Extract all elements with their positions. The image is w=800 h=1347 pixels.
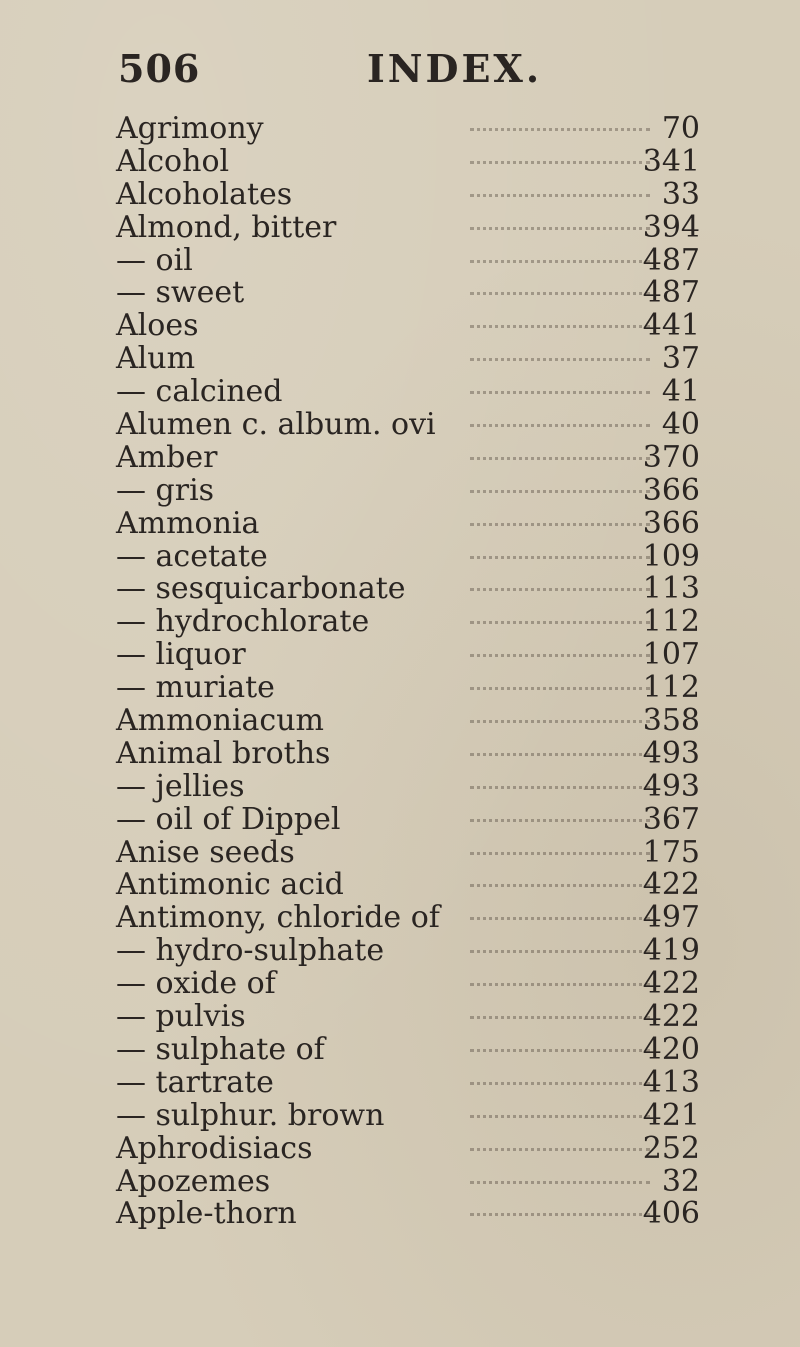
entry-term: — oxide of: [116, 966, 276, 1002]
index-entry: [0, 441, 800, 474]
index-entry: [0, 572, 800, 605]
index-entry: [0, 1132, 800, 1165]
index-entry: [0, 1033, 800, 1066]
index-entry: [0, 145, 800, 178]
index-entry: [0, 737, 800, 770]
entry-page-number: 366: [642, 472, 700, 508]
index-entry: [0, 342, 800, 375]
entry-page-number: 419: [642, 933, 700, 969]
index-entry: [0, 540, 800, 573]
entry-page-number: 493: [642, 768, 700, 804]
entry-term: — oil: [116, 242, 193, 278]
entry-term: — liquor: [116, 637, 246, 673]
entry-term: — sulphate of: [116, 1031, 325, 1067]
entry-term: — gris: [116, 472, 215, 508]
entry-page-number: 37: [661, 341, 700, 377]
index-entry: [0, 375, 800, 408]
entry-page-number: 421: [642, 1097, 700, 1133]
entry-term: Anise seeds: [116, 834, 295, 870]
entry-page-number: 394: [642, 209, 700, 245]
entry-term: Ammoniacum: [116, 703, 324, 739]
index-entry: [0, 1197, 800, 1230]
entry-page-number: 109: [642, 538, 700, 574]
index-entry: [0, 507, 800, 540]
entry-page-number: 32: [661, 1163, 700, 1199]
page-header: [0, 46, 800, 96]
entry-page-number: 487: [642, 275, 700, 311]
index-entry: [0, 967, 800, 1000]
index-entries: [0, 112, 800, 1230]
index-entry: [0, 836, 800, 869]
index-entry: [0, 1165, 800, 1198]
entry-page-number: 107: [642, 637, 700, 673]
index-entry: [0, 276, 800, 309]
entry-page-number: 422: [642, 966, 700, 1002]
entry-page-number: 112: [642, 604, 700, 640]
index-entry: [0, 211, 800, 244]
index-entry: [0, 605, 800, 638]
entry-term: Apozemes: [116, 1163, 271, 1199]
entry-term: Almond, bitter: [116, 209, 337, 245]
index-entry: [0, 1066, 800, 1099]
entry-page-number: 358: [642, 703, 700, 739]
entry-term: — sweet: [116, 275, 245, 311]
index-entry: [0, 704, 800, 737]
entry-term: Antimony, chloride of: [116, 900, 440, 936]
entry-term: Antimonic acid: [116, 867, 344, 903]
entry-page-number: 422: [642, 999, 700, 1035]
entry-term: Alum: [116, 341, 196, 377]
index-entry: [0, 638, 800, 671]
entry-page-number: 33: [661, 176, 700, 212]
index-entry: [0, 408, 800, 441]
index-entry: [0, 901, 800, 934]
entry-term: — acetate: [116, 538, 268, 574]
index-entry: [0, 309, 800, 342]
entry-page-number: 420: [642, 1031, 700, 1067]
entry-term: — calcined: [116, 374, 283, 410]
index-entry: [0, 112, 800, 145]
running-title: INDEX.: [367, 46, 543, 91]
entry-page-number: 406: [642, 1196, 700, 1232]
entry-term: — hydro-sulphate: [116, 933, 385, 969]
entry-term: Agrimony: [116, 111, 264, 146]
index-entry: [0, 244, 800, 277]
entry-term: — oil of Dippel: [116, 801, 341, 837]
index-entry: [0, 770, 800, 803]
index-entry: [0, 934, 800, 967]
entry-term: Animal broths: [116, 735, 331, 771]
entry-term: Aphrodisiacs: [116, 1130, 313, 1166]
index-entry: [0, 1099, 800, 1132]
entry-page-number: 493: [642, 735, 700, 771]
entry-page-number: 252: [642, 1130, 700, 1166]
entry-page-number: 41: [661, 374, 700, 410]
entry-page-number: 341: [642, 143, 700, 179]
entry-term: Alcoholates: [116, 176, 293, 212]
entry-term: — muriate: [116, 670, 275, 706]
entry-page-number: 441: [642, 308, 700, 344]
entry-term: Amber: [116, 439, 218, 475]
index-entry: [0, 474, 800, 507]
entry-term: Aloes: [116, 308, 199, 344]
entry-page-number: 40: [661, 407, 700, 443]
entry-page-number: 487: [642, 242, 700, 278]
entry-page-number: 422: [642, 867, 700, 903]
entry-term: Alcohol: [116, 143, 230, 179]
entry-page-number: 497: [642, 900, 700, 936]
entry-page-number: 413: [642, 1064, 700, 1100]
index-entry: [0, 868, 800, 901]
entry-page-number: 70: [661, 111, 700, 146]
page-number: 506: [118, 46, 201, 91]
index-entry: [0, 803, 800, 836]
entry-term: Ammonia: [116, 505, 260, 541]
entry-term: — pulvis: [116, 999, 246, 1035]
entry-term: — sesquicarbonate: [116, 571, 406, 607]
entry-page-number: 113: [642, 571, 700, 607]
entry-page-number: 367: [642, 801, 700, 837]
entry-term: — jellies: [116, 768, 245, 804]
entry-page-number: 366: [642, 505, 700, 541]
entry-term: — hydrochlorate: [116, 604, 370, 640]
index-entry: [0, 178, 800, 211]
entry-term: Alumen c. album. ovi: [116, 407, 436, 443]
entry-term: Apple-thorn: [116, 1196, 297, 1232]
entry-page-number: 175: [642, 834, 700, 870]
index-entry: [0, 1000, 800, 1033]
entry-page-number: 370: [642, 439, 700, 475]
entry-page-number: 112: [642, 670, 700, 706]
index-entry: [0, 671, 800, 704]
entry-term: — sulphur. brown: [116, 1097, 385, 1133]
entry-term: — tartrate: [116, 1064, 274, 1100]
